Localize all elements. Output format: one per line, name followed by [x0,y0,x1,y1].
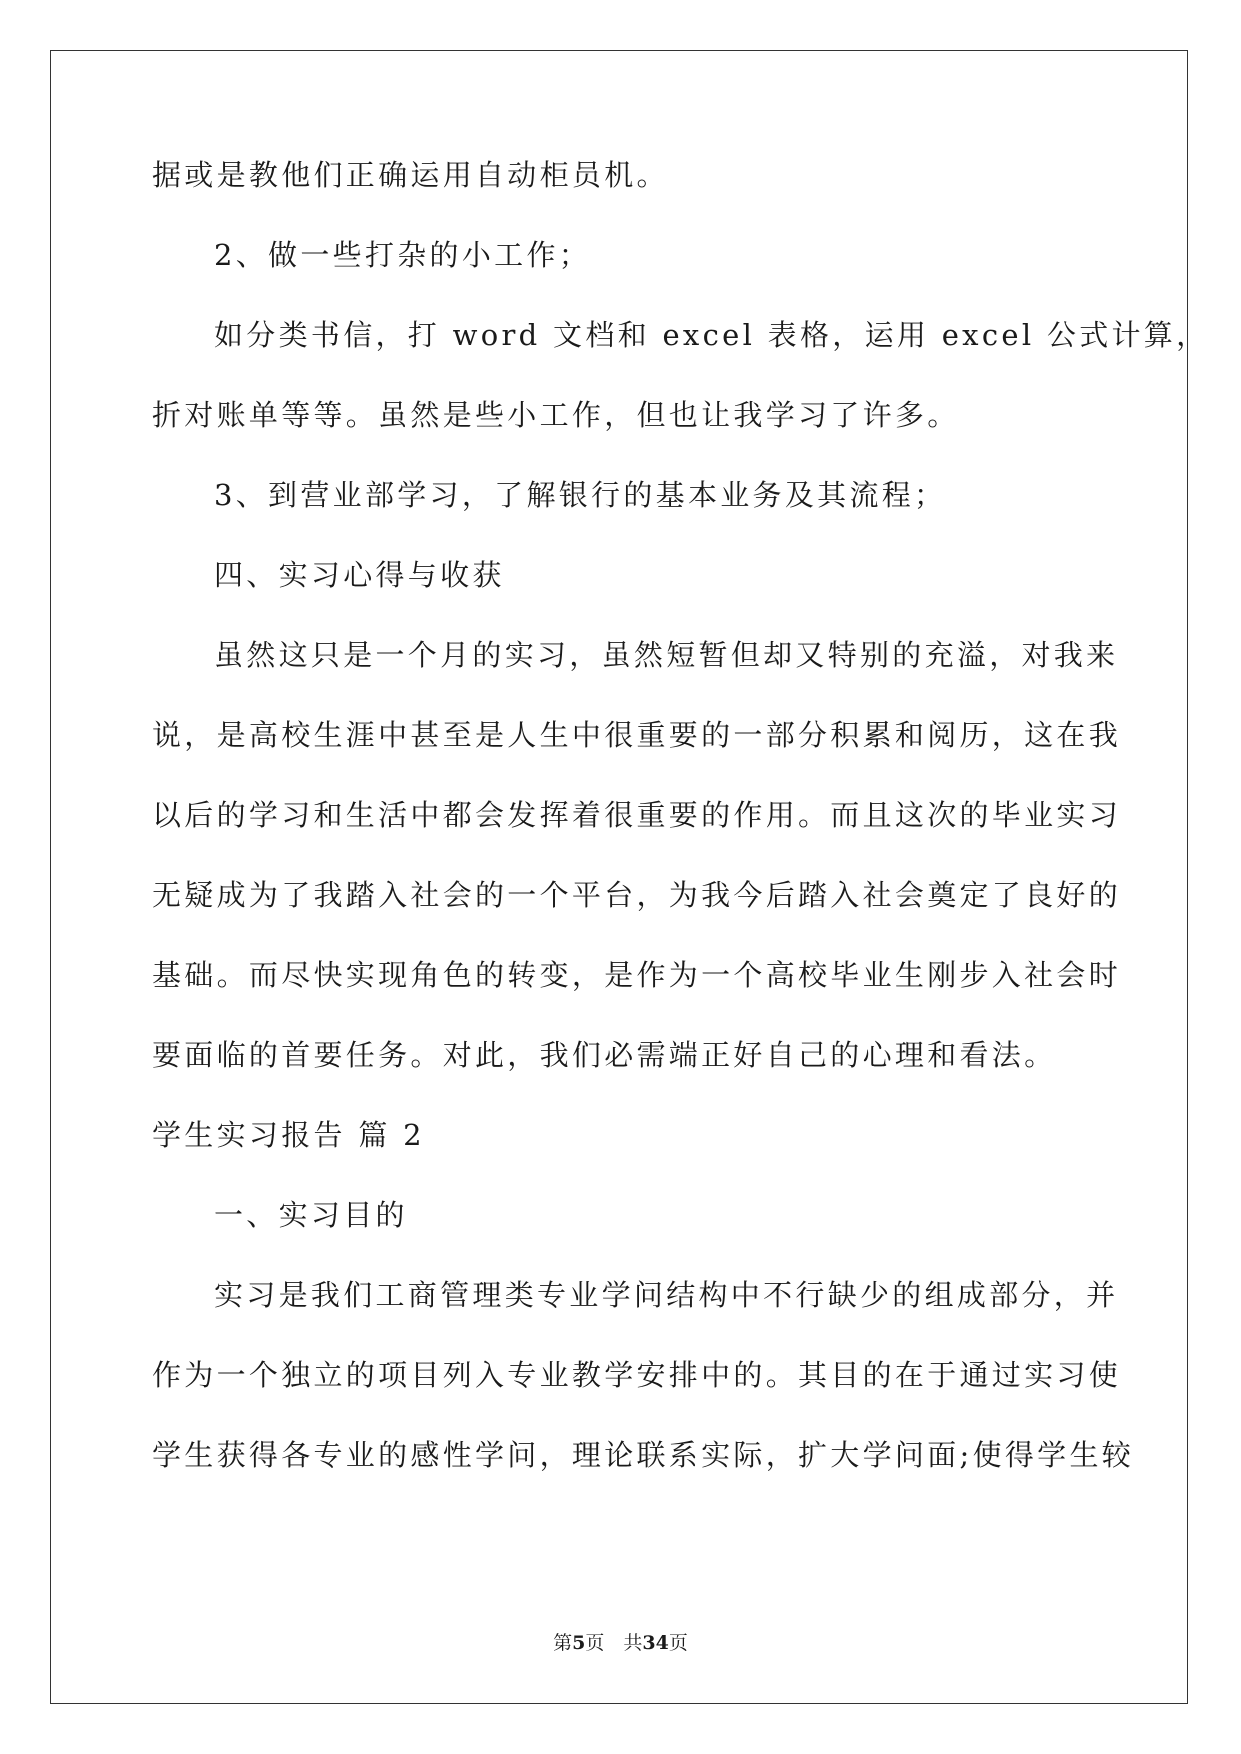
paragraph-line: 要面临的首要任务。对此，我们必需端正好自己的心理和看法。 [152,1038,1057,1072]
paragraph-line: 如分类书信，打 word 文档和 excel 表格，运用 excel 公式计算， [214,318,1209,352]
paragraph-line: 基础。而尽快实现角色的转变，是作为一个高校毕业生刚步入社会时 [152,958,1122,992]
paragraph-line: 实习是我们工商管理类专业学问结构中不行缺少的组成部分，并 [214,1278,1119,1312]
footer-prefix: 第 [553,1632,573,1654]
paragraph-line: 以后的学习和生活中都会发挥着很重要的作用。而且这次的毕业实习 [152,798,1122,832]
article-title: 学生实习报告 篇 2 [152,1118,425,1152]
section-heading: 四、实习心得与收获 [214,558,505,592]
paragraph-line: 无疑成为了我踏入社会的一个平台，为我今后踏入社会奠定了良好的 [152,878,1122,912]
paragraph-line: 作为一个独立的项目列入专业教学安排中的。其目的在于通过实习使 [152,1358,1122,1392]
page-footer [0,1628,1241,1655]
paragraph-line: 2、做一些打杂的小工作； [214,238,592,272]
footer-mid: 页 共 [585,1632,643,1654]
section-heading: 一、实习目的 [214,1198,408,1232]
total-page-count: 34 [642,1632,669,1654]
paragraph-line: 折对账单等等。虽然是些小工作，但也让我学习了许多。 [152,398,960,432]
paragraph-line: 3、到营业部学习，了解银行的基本业务及其流程； [214,478,947,512]
paragraph-line: 学生获得各专业的感性学问，理论联系实际，扩大学问面;使得学生较 [152,1438,1135,1472]
current-page-number: 5 [572,1632,586,1654]
paragraph-line: 据或是教他们正确运用自动柜员机。 [152,158,669,192]
paragraph-line: 虽然这只是一个月的实习，虽然短暂但却又特别的充溢，对我来 [214,638,1119,672]
paragraph-line: 说，是高校生涯中甚至是人生中很重要的一部分积累和阅历，这在我 [152,718,1122,752]
footer-suffix: 页 [668,1632,688,1654]
